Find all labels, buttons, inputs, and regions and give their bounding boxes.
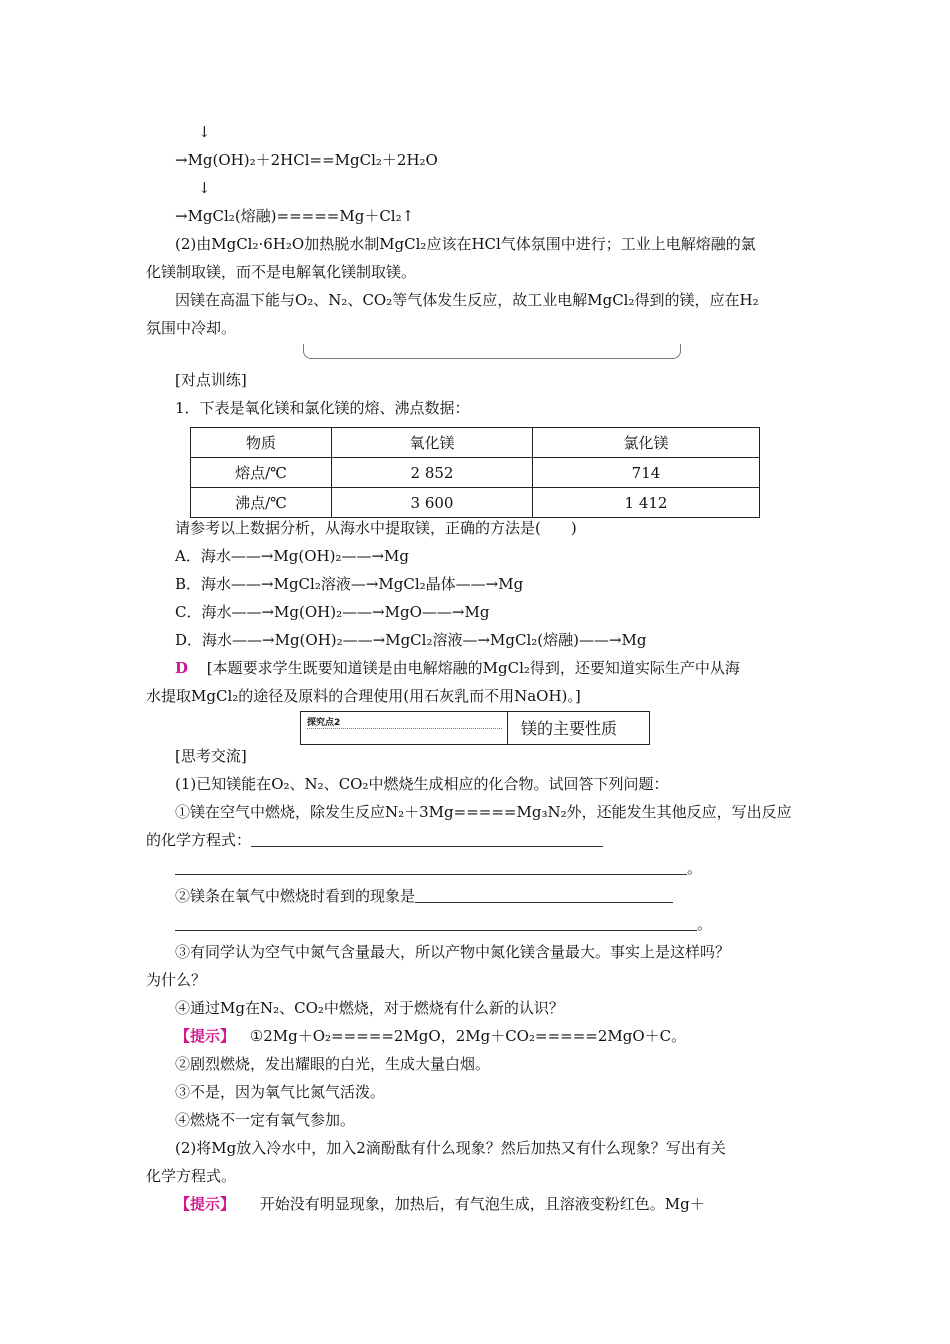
answer-explanation-2: 水提取MgCl₂的途径及原料的合理使用(用石灰乳而不用NaOH)。] [146, 687, 581, 705]
answer-line [175, 658, 740, 678]
think-heading: [思考交流] [175, 747, 247, 765]
table-cell: 3 600 [332, 488, 533, 518]
note-p2-line2: 化镁制取镁，而不是电解氧化镁制取镁。 [146, 263, 417, 281]
flow-line-2: →MgCl₂(熔融)=====Mg＋Cl₂↑ [175, 207, 415, 225]
hint-line [175, 1026, 686, 1046]
question-prompt: 请参考以上数据分析，从海水中提取镁，正确的方法是( ) [175, 519, 577, 537]
section-divider [507, 712, 508, 744]
think-item-3: ③有同学认为空气中氮气含量最大，所以产物中氮化镁含量最大。事实上是这样吗？ [175, 943, 731, 961]
answer-line-blank [175, 858, 702, 878]
think-item-1-label: 的化学方程式： [146, 831, 252, 849]
answer-blank[interactable] [175, 916, 697, 931]
section-banner [300, 711, 650, 745]
option-a: A．海水——→Mg(OH)₂——→Mg [175, 547, 409, 565]
hint-line-2 [175, 1194, 705, 1214]
table-cell: 沸点/℃ [191, 488, 332, 518]
answer-blank[interactable] [251, 832, 603, 847]
option-b: B．海水——→MgCl₂溶液—→MgCl₂晶体——→Mg [175, 575, 524, 593]
think-item-2 [175, 886, 673, 906]
hint-3: ③不是，因为氧气比氮气活泼。 [175, 1083, 386, 1101]
answer-explanation: [本题要求学生既要知道镁是由电解熔融的MgCl₂得到，还要知道实际生产中从海 [206, 659, 740, 677]
table-header-cell: 氯化镁 [533, 428, 760, 458]
question-1: 1．下表是氧化镁和氯化镁的熔、沸点数据： [175, 399, 470, 417]
section-title: 镁的主要性质 [521, 719, 618, 738]
flow-line-1: →Mg(OH)₂＋2HCl==MgCl₂＋2H₂O [175, 151, 438, 169]
think-item-2-label: ②镁条在氧气中燃烧时看到的现象是 [175, 887, 416, 905]
hint-label: 【提示】 [175, 1195, 236, 1213]
option-d: D．海水——→Mg(OH)₂——→MgCl₂溶液—→MgCl₂(熔融)——→Mg [175, 631, 647, 649]
data-table [190, 427, 760, 518]
hint-label: 【提示】 [175, 1027, 236, 1045]
table-cell: 714 [533, 458, 760, 488]
note-p3-line1: 因镁在高温下能与O₂、N₂、CO₂等气体发生反应，故工业电解MgCl₂得到的镁，应在H₂ [175, 291, 759, 309]
think-question-2-cont: 化学方程式。 [146, 1167, 237, 1185]
hint-2-text: 开始没有明显现象，加热后，有气泡生成，且溶液变粉红色。Mg＋ [259, 1195, 705, 1213]
table-header-cell: 氧化镁 [332, 428, 533, 458]
section-divider [307, 728, 502, 729]
period: 。 [687, 859, 703, 877]
section-bracket [303, 344, 681, 359]
hint-1: ①2Mg＋O₂=====2MgO，2Mg＋CO₂=====2MgO＋C。 [249, 1027, 687, 1045]
think-item-1-cont [146, 830, 603, 850]
flow-arrow-down-2: ↓ [198, 179, 211, 197]
option-c: C．海水——→Mg(OH)₂——→MgO——→Mg [175, 603, 490, 621]
table-cell: 1 412 [533, 488, 760, 518]
answer-blank[interactable] [175, 860, 687, 875]
table-row [191, 488, 760, 518]
think-item-1: ①镁在空气中燃烧，除发生反应N₂＋3Mg=====Mg₃N₂外，还能发生其他反应，写出反应 [175, 803, 792, 821]
think-item-3-cont: 为什么？ [146, 971, 207, 989]
table-row [191, 458, 760, 488]
think-question-1: (1)已知镁能在O₂、N₂、CO₂中燃烧生成相应的化合物。试回答下列问题： [175, 775, 669, 793]
period: 。 [697, 915, 713, 933]
answer-letter: D [175, 659, 189, 677]
hint-2: ②剧烈燃烧，发出耀眼的白光，生成大量白烟。 [175, 1055, 491, 1073]
flow-arrow-down-1: ↓ [198, 123, 211, 141]
table-row [191, 428, 760, 458]
answer-blank[interactable] [415, 888, 673, 903]
table-cell: 熔点/℃ [191, 458, 332, 488]
note-p3-line2: 氛围中冷却。 [146, 319, 237, 337]
hint-4: ④燃烧不一定有氧气参加。 [175, 1111, 356, 1129]
practice-heading: [对点训练] [175, 371, 247, 389]
answer-line-blank [175, 914, 712, 934]
think-item-4: ④通过Mg在N₂、CO₂中燃烧，对于燃烧有什么新的认识？ [175, 999, 564, 1017]
table-header-cell: 物质 [191, 428, 332, 458]
table-cell: 2 852 [332, 458, 533, 488]
section-tag: 探究点2 [307, 718, 341, 728]
think-question-2: (2)将Mg放入冷水中，加入2滴酚酞有什么现象？然后加热又有什么现象？写出有关 [175, 1139, 726, 1157]
note-p2-line1: (2)由MgCl₂·6H₂O加热脱水制MgCl₂应该在HCl气体氛围中进行；工业上电解熔融的氯 [175, 235, 756, 253]
